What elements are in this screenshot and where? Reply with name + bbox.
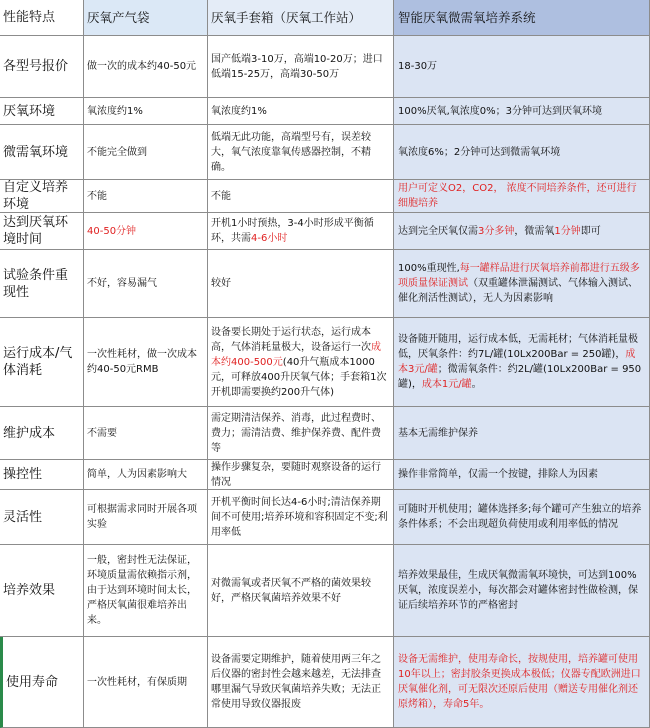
time-glovebox-text: 开机1小时预热，3-4小时形成平衡循环，共需4-6小时 — [211, 218, 374, 244]
row-cost-glovebox — [208, 318, 394, 407]
row-anaerobic-feature: 厌氧环境 — [0, 98, 84, 125]
row-flex-system: 可随时开机使用；罐体选择多;每个罐可产生独立的培养条件体系；不会出现超负荷使用或利用率低的情况 — [394, 490, 650, 545]
row-life-feature: 使用寿命 — [0, 637, 84, 728]
row-custom-system — [394, 180, 650, 213]
life-system-text: 设备无需维护，使用寿命长，按规使用，培养罐可使用10年以上；密封胶条更换成本极低；仪器专配欧洲进口厌氧催化剂，可无限次还原后使用（赠送专用催化剂还原烤箱），寿命5年。 — [398, 654, 641, 710]
row-anaerobic-glovebox: 氧浓度约1% — [208, 98, 394, 125]
row-custom-bag: 不能 — [84, 180, 208, 213]
row-repro-glovebox: 较好 — [208, 250, 394, 318]
row-price-feature: 各型号报价 — [0, 36, 84, 98]
row-control-system: 操作非常简单，仅需一个按键，排除人为因素 — [394, 460, 650, 490]
row-time-glovebox — [208, 213, 394, 250]
header-feature: 性能特点 — [0, 0, 84, 36]
row-price-bag: 做一次的成本约40-50元 — [84, 36, 208, 98]
time-bag-text: 40-50分钟 — [87, 225, 137, 237]
header-bag: 厌氧产气袋 — [84, 0, 208, 36]
row-flex-bag: 可根据需求同时开展各项实验 — [84, 490, 208, 545]
row-microaerobic-glovebox: 低端无此功能，高端型号有，误差较大，氧气浓度靠氧传感器控制，不精确。 — [208, 125, 394, 180]
row-microaerobic-system: 氧浓度6%；2分钟可达到微需氧环境 — [394, 125, 650, 180]
row-microaerobic-feature: 微需氧环境 — [0, 125, 84, 180]
row-maint-bag: 不需要 — [84, 407, 208, 460]
row-cost-feature: 运行成本/气体消耗 — [0, 318, 84, 407]
row-custom-glovebox: 不能 — [208, 180, 394, 213]
row-repro-system — [394, 250, 650, 318]
row-time-system — [394, 213, 650, 250]
row-flex-glovebox: 开机平衡时间长达4-6小时;清洁保养期间不可使用;培养环境和容积固定不变;利用率低 — [208, 490, 394, 545]
row-repro-bag: 不好，容易漏气 — [84, 250, 208, 318]
row-life-bag: 一次性耗材，有保质期 — [84, 637, 208, 728]
cost-glovebox-text: 设备要长期处于运行状态，运行成本高，气体消耗量极大，设备运行一次成本约400-500元(40升气瓶成本1000元，可释放400升厌氧气体；手套箱1次开机即需要换约200升气体) — [211, 326, 387, 398]
row-price-glovebox: 国产低端3-10万，高端10-20万；进口低端15-25万，高端30-50万 — [208, 36, 394, 98]
row-maint-feature: 维护成本 — [0, 407, 84, 460]
row-price-system: 18-30万 — [394, 36, 650, 98]
row-maint-system: 基本无需维护保养 — [394, 407, 650, 460]
repro-system-text: 100%重现性,每一罐样品进行厌氧培养前都进行五级多项质量保证测试（双重罐体泄漏测试、气体输入测试、催化剂活性测试），无人为因素影响 — [398, 263, 640, 304]
row-time-bag — [84, 213, 208, 250]
row-custom-feature: 自定义培养环境 — [0, 180, 84, 213]
row-microaerobic-bag: 不能完全做到 — [84, 125, 208, 180]
row-control-glovebox: 操作步骤复杂，要随时观察设备的运行情况 — [208, 460, 394, 490]
row-cost-system — [394, 318, 650, 407]
header-glovebox: 厌氧手套箱（厌氧工作站） — [208, 0, 394, 36]
cost-system-text: 设备随开随用，运行成本低，无需耗材；气体消耗量极低，厌氧条件：约7L/罐(10Lx200Bar = 250罐)，成本3元/罐；微需氧条件：约2L/罐(10Lx200Bar = 950罐)，成本1元/罐。 — [398, 334, 642, 390]
row-life-system — [394, 637, 650, 728]
row-cost-bag: 一次性耗材，做一次成本约40-50元RMB — [84, 318, 208, 407]
time-system-text: 达到完全厌氧仅需3分多钟，微需氧1分钟即可 — [398, 225, 601, 237]
row-life-glovebox: 设备需要定期维护，随着使用两三年之后仪器的密封性会越来越差，无法排查哪里漏气导致厌氧菌培养失败；无法正常使用导致仪器报废 — [208, 637, 394, 728]
custom-system-text: 用户可定义O2，CO2， 浓度不同培养条件，还可进行细胞培养 — [398, 183, 637, 209]
row-maint-glovebox: 需定期清洁保养、消毒，此过程费时、费力；需清洁费、维护保养费、配件费等 — [208, 407, 394, 460]
row-effect-glovebox: 对微需氧或者厌氧不严格的菌效果较好，严格厌氧菌培养效果不好 — [208, 545, 394, 637]
row-control-feature: 操控性 — [0, 460, 84, 490]
row-effect-feature: 培养效果 — [0, 545, 84, 637]
row-control-bag: 简单，人为因素影响大 — [84, 460, 208, 490]
row-anaerobic-system: 100%厌氧,氧浓度0%；3分钟可达到厌氧环境 — [394, 98, 650, 125]
row-effect-bag: 一般，密封性无法保证，环境质量需依赖指示剂，由于达到环境时间太长，严格厌氧菌很难培养出来。 — [84, 545, 208, 637]
row-time-feature: 达到厌氧环境时间 — [0, 213, 84, 250]
row-anaerobic-bag: 氧浓度约1% — [84, 98, 208, 125]
row-effect-system: 培养效果最佳，生成厌氧微需氧环境快，可达到100%厌氧，浓度误差小，每次都会对罐体密封性做检测，保证后续培养环节的严格密封 — [394, 545, 650, 637]
header-system: 智能厌氧微需氧培养系统 — [394, 0, 650, 36]
row-flex-feature: 灵活性 — [0, 490, 84, 545]
row-repro-feature: 试验条件重现性 — [0, 250, 84, 318]
